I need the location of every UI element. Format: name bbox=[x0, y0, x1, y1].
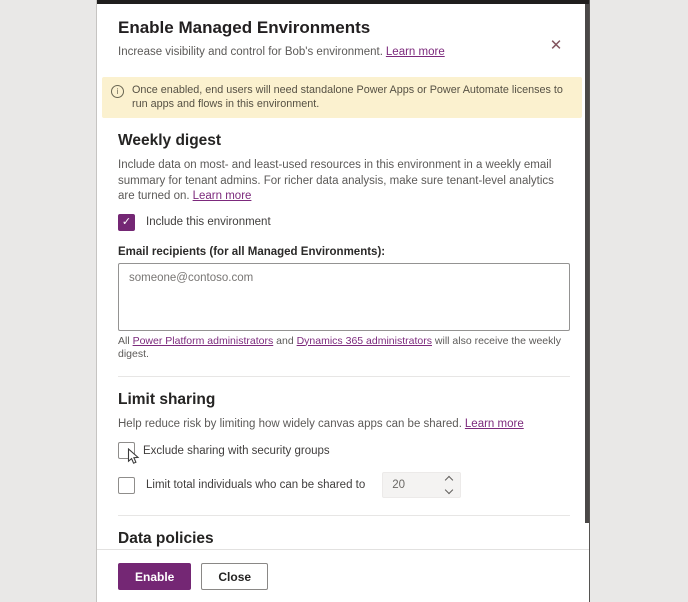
dialog-title: Enable Managed Environments bbox=[118, 18, 371, 37]
license-warning-banner bbox=[102, 77, 582, 118]
divider bbox=[118, 376, 570, 377]
close-icon[interactable]: ✕ bbox=[547, 37, 565, 55]
weekly-digest-description bbox=[118, 158, 570, 205]
subtitle-text: Increase visibility and control for Bob's environment. bbox=[118, 46, 383, 58]
limit-count-input[interactable] bbox=[383, 473, 438, 497]
dialog-content bbox=[97, 17, 589, 574]
weekly-digest-learn-more-link[interactable]: Learn more bbox=[192, 190, 252, 202]
enable-managed-environments-dialog bbox=[96, 0, 590, 602]
checkmark-icon: ✓ bbox=[121, 215, 132, 228]
spinner-buttons bbox=[438, 473, 460, 497]
close-button[interactable]: Close bbox=[201, 563, 268, 590]
exclude-sharing-checkbox[interactable] bbox=[118, 442, 135, 459]
divider bbox=[118, 515, 570, 516]
dialog-top-border bbox=[97, 0, 589, 4]
limit-sharing-description bbox=[118, 417, 570, 433]
note-suffix: will also receive the weekly digest. bbox=[118, 334, 561, 360]
note-mid: and bbox=[273, 334, 297, 347]
include-environment-checkbox[interactable] bbox=[118, 214, 135, 231]
banner-text: Once enabled, end users will need standalone Power Apps or Power Automate licenses to run apps and flows in this environment. bbox=[132, 84, 563, 110]
limit-count-spinner bbox=[382, 472, 461, 498]
weekly-digest-heading: Weekly digest bbox=[118, 132, 222, 149]
limit-sharing-learn-more-link[interactable]: Learn more bbox=[464, 417, 524, 430]
vertical-scrollbar[interactable] bbox=[585, 4, 589, 523]
email-recipients-label: Email recipients (for all Managed Environments): bbox=[118, 245, 386, 258]
dialog-subtitle bbox=[118, 45, 570, 59]
limit-individuals-label: Limit total individuals who can be shared to bbox=[146, 479, 366, 491]
data-policies-heading: Data policies bbox=[118, 530, 214, 547]
limit-sharing-description-text: Help reduce risk by limiting how widely canvas apps can be shared. bbox=[118, 417, 462, 430]
admins-note bbox=[118, 335, 570, 361]
include-environment-label: Include this environment bbox=[146, 216, 271, 228]
limit-sharing-heading: Limit sharing bbox=[118, 390, 216, 408]
exclude-sharing-label: Exclude sharing with security groups bbox=[143, 444, 330, 457]
subtitle-learn-more-link[interactable]: Learn more bbox=[385, 46, 445, 58]
info-icon: i bbox=[111, 85, 124, 98]
power-platform-admins-link[interactable]: Power Platform administrators bbox=[132, 334, 274, 347]
enable-button[interactable]: Enable bbox=[118, 563, 191, 590]
include-environment-row bbox=[118, 214, 570, 231]
limit-individuals-checkbox[interactable] bbox=[118, 477, 135, 494]
spinner-down-icon[interactable] bbox=[445, 486, 453, 494]
spinner-up-icon[interactable] bbox=[445, 476, 453, 484]
dialog-footer bbox=[97, 549, 589, 602]
note-prefix: All bbox=[118, 334, 133, 347]
dynamics-365-admins-link[interactable]: Dynamics 365 administrators bbox=[296, 334, 432, 347]
limit-individuals-row bbox=[118, 472, 570, 498]
weekly-digest-description-text: Include data on most- and least-used resources in this environment in a weekly email summary for tenant admins. For richer data analysis, make sure tenant-level analytics are turned on. bbox=[118, 159, 554, 202]
exclude-sharing-row bbox=[118, 442, 570, 459]
email-recipients-input[interactable] bbox=[118, 263, 570, 331]
